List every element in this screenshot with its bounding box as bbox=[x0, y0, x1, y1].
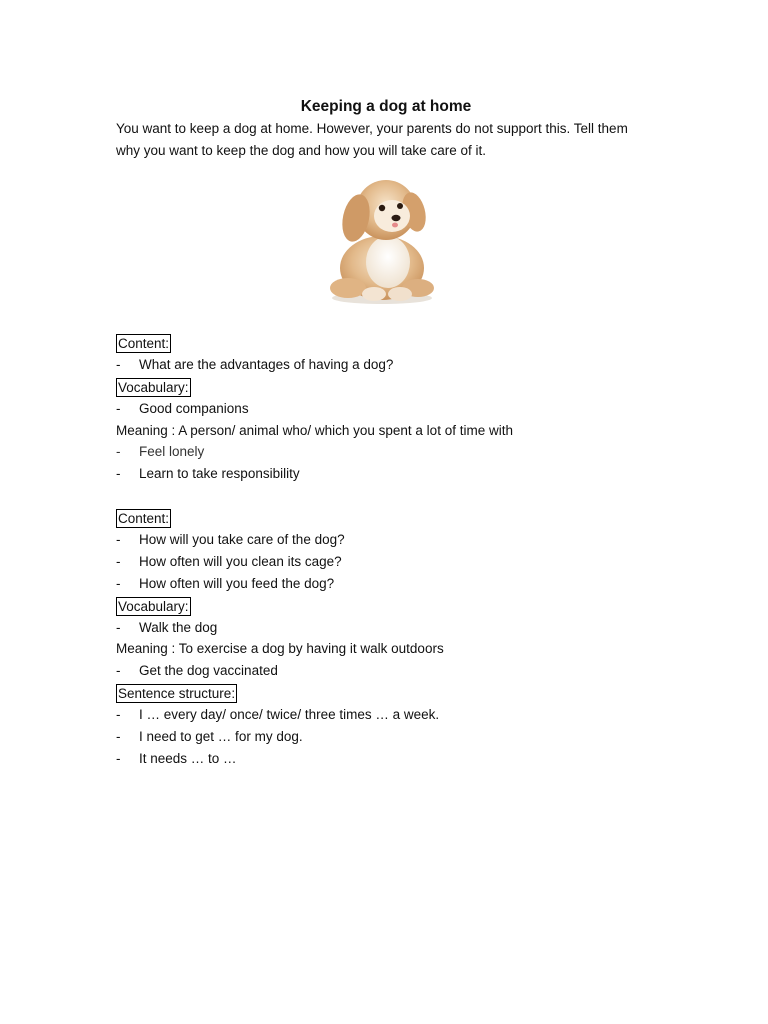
bullet: - bbox=[116, 356, 121, 372]
list-item bbox=[116, 748, 652, 770]
content-label: Content: bbox=[118, 511, 170, 527]
list-item-text: What are the advantages of having a dog? bbox=[139, 356, 394, 372]
meaning-line: Meaning : To exercise a dog by having it walk outdoors bbox=[116, 641, 444, 657]
list-item bbox=[116, 704, 652, 726]
content-heading-2 bbox=[116, 507, 652, 529]
bullet: - bbox=[116, 400, 121, 416]
vocabulary-label: Vocabulary: bbox=[118, 379, 189, 395]
bullet: - bbox=[116, 532, 121, 548]
bullet: - bbox=[116, 444, 121, 460]
list-item bbox=[116, 726, 652, 748]
list-item bbox=[116, 354, 652, 376]
bullet: - bbox=[116, 553, 121, 569]
list-item-text: Learn to take responsibility bbox=[139, 466, 300, 482]
list-item-text: Get the dog vaccinated bbox=[139, 663, 278, 679]
list-item bbox=[116, 529, 652, 551]
dog-image bbox=[116, 162, 652, 332]
list-item bbox=[116, 660, 652, 682]
vocabulary-heading-1 bbox=[116, 376, 652, 398]
puppy-icon bbox=[326, 170, 438, 308]
list-item-text: Good companions bbox=[139, 400, 249, 416]
bullet: - bbox=[116, 663, 121, 679]
content-label: Content: bbox=[118, 336, 170, 351]
list-item bbox=[116, 441, 652, 463]
list-item-text: How often will you feed the dog? bbox=[139, 575, 335, 591]
bullet: - bbox=[116, 466, 121, 482]
list-item bbox=[116, 551, 652, 573]
list-item bbox=[116, 463, 652, 485]
list-item bbox=[116, 617, 652, 639]
vocabulary-heading-2 bbox=[116, 595, 652, 617]
bullet: - bbox=[116, 750, 121, 766]
document-title: Keeping a dog at home bbox=[300, 98, 472, 115]
document-page bbox=[116, 96, 652, 770]
bullet: - bbox=[116, 575, 121, 591]
bullet: - bbox=[116, 707, 121, 723]
bullet: - bbox=[116, 729, 121, 745]
list-item-text: How will you take care of the dog? bbox=[139, 532, 345, 548]
list-item-text: I … every day/ once/ twice/ three times … a week. bbox=[139, 707, 440, 723]
list-item-text: How often will you clean its cage? bbox=[139, 553, 342, 569]
intro-paragraph: You want to keep a dog at home. However, your parents do not support this. Tell them why you want to keep the dog and how you will take care of it. bbox=[116, 121, 628, 158]
list-item-text: It needs … to … bbox=[139, 750, 237, 766]
list-item-text: Walk the dog bbox=[139, 619, 218, 635]
sentence-structure-label: Sentence structure: bbox=[118, 686, 236, 702]
list-item bbox=[116, 398, 652, 420]
list-item-text: I need to get … for my dog. bbox=[139, 729, 303, 745]
spacer bbox=[116, 485, 652, 507]
list-item-text: Feel lonely bbox=[139, 444, 205, 460]
list-item bbox=[116, 573, 652, 595]
sentence-structure-heading bbox=[116, 682, 652, 704]
bullet: - bbox=[116, 619, 121, 635]
content-heading-1 bbox=[116, 332, 652, 354]
meaning-line: Meaning : A person/ animal who/ which you spent a lot of time with bbox=[116, 422, 513, 438]
vocabulary-label: Vocabulary: bbox=[118, 598, 189, 614]
